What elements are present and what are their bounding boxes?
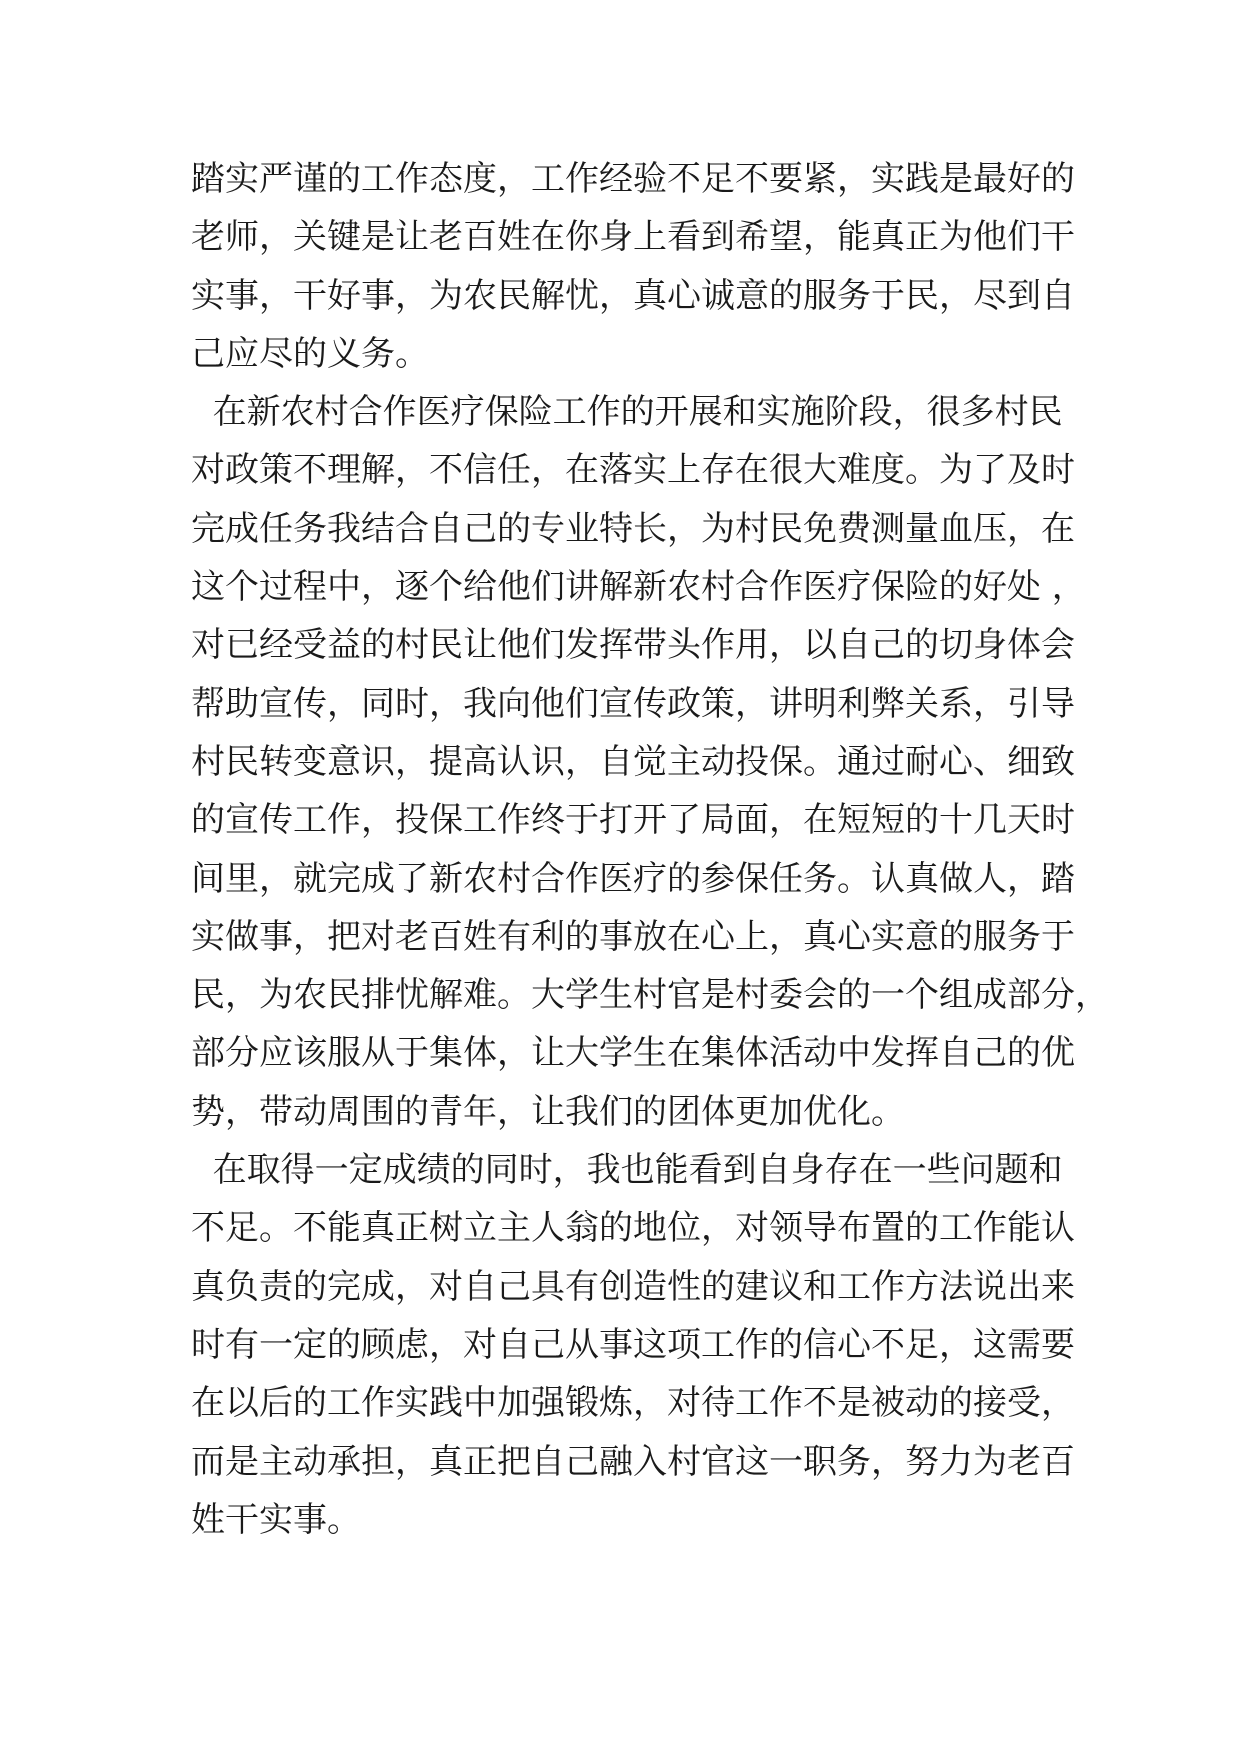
text-line: 部分应该服从于集体，让大学生在集体活动中发挥自己的优 — [191, 1033, 1075, 1074]
text-line: 对已经受益的村民让他们发挥带头作用，以自己的切身体会 — [191, 625, 1075, 666]
text-line: 这个过程中，逐个给他们讲解新农村合作医疗保险的好处 ， — [191, 567, 1086, 608]
text-line: 民，为农民排忧解难。大学生村官是村委会的一个组成部分， — [191, 975, 1109, 1016]
text-line: 实事，干好事，为农民解忧，真心诚意的服务于民，尽到自 — [191, 275, 1075, 316]
text-line: 不足。不能真正树立主人翁的地位，对领导布置的工作能认 — [191, 1208, 1075, 1249]
text-line: 对政策不理解，不信任，在落实上存在很大难度。为了及时 — [191, 450, 1075, 491]
text-line: 在新农村合作医疗保险工作的开展和实施阶段，很多村民 — [191, 392, 1063, 433]
text-line: 己应尽的义务。 — [191, 333, 429, 374]
text-line: 完成任务我结合自己的专业特长，为村民免费测量血压，在 — [191, 508, 1075, 549]
text-line: 势，带动周围的青年，让我们的团体更加优化。 — [191, 1091, 905, 1132]
body-text — [191, 150, 1109, 1549]
text-line: 老师，关键是让老百姓在你身上看到希望，能真正为他们干 — [191, 217, 1075, 258]
text-line: 的宣传工作，投保工作终于打开了局面，在短短的十几天时 — [191, 800, 1075, 841]
text-line: 姓干实事。 — [191, 1499, 361, 1540]
text-line: 在以后的工作实践中加强锻炼，对待工作不是被动的接受， — [191, 1383, 1075, 1424]
text-line: 而是主动承担，真正把自己融入村官这一职务，努力为老百 — [191, 1441, 1075, 1482]
text-line: 踏实严谨的工作态度，工作经验不足不要紧，实践是最好的 — [191, 159, 1075, 199]
text-line: 村民转变意识，提高认识，自觉主动投保。通过耐心、细致 — [191, 741, 1075, 782]
text-line: 帮助宣传，同时，我向他们宣传政策，讲明利弊关系，引导 — [191, 683, 1075, 724]
text-line: 真负责的完成，对自己具有创造性的建议和工作方法说出来 — [191, 1266, 1075, 1307]
text-line: 实做事，把对老百姓有利的事放在心上，真心实意的服务于 — [191, 916, 1075, 957]
text-line: 间里，就完成了新农村合作医疗的参保任务。认真做人，踏 — [191, 858, 1075, 899]
text-line: 时有一定的顾虑，对自己从事这项工作的信心不足，这需要 — [191, 1324, 1075, 1365]
text-line: 在取得一定成绩的同时，我也能看到自身存在一些问题和 — [191, 1150, 1063, 1191]
